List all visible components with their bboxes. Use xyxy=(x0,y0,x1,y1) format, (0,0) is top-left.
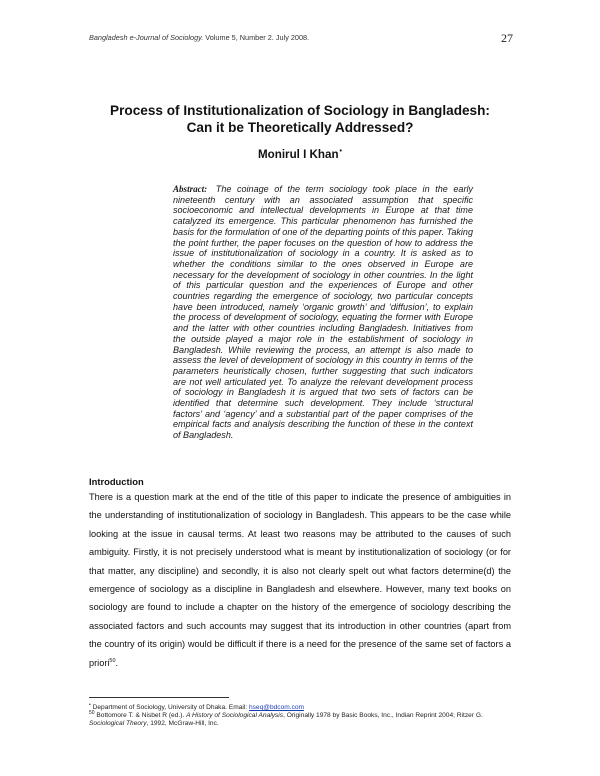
footnote-reference: 50 xyxy=(109,657,116,664)
title-line-2: Can it be Theoretically Addressed? xyxy=(186,120,414,135)
footnote-50-text-c: , 1992, McGraw-Hill, Inc. xyxy=(146,720,219,728)
author-byline xyxy=(0,148,600,161)
abstract-text: The coinage of the term sociology took place in the early nineteenth century with an associated assumption that specific socioeconomic and intellectual developments in Europe at that time catalyzed its emergence. This particular phenomenon has furnished the basis for the formulation of one of the departing points of this paper. Taking the point further, the paper focuses on the question of how to address the issue of institutionalization of sociology in a country. It is asked as to whether the conditions similar to the ones observed in Europe are necessary for the development of sociology in other countries. In the light of this particular question and the experiences of Europe and other countries regarding the emergence of sociology, two particular concepts have been introduced, namely ‘organic growth’ and ‘diffusion’, to explain the process of development of sociology, equating the former with Europe and the latter with other countries including Bangladesh. Initiatives from the outside played a major role in the establishment of sociology in Bangladesh. While reviewing the process, an attempt is also made to assess the level of development of sociology in this country in terms of the parameters heuristically chosen, further suggesting that such indicators are not well articulated yet. To analyze the relevant development process of sociology in Bangladesh it is argued that two sets of factors can be identified that determine such development. They include ‘structural factors’ and ‘agency’ and a substantial part of the paper comprises of the empirical facts and analysis describing the function of these in the context of Bangladesh. xyxy=(173,184,473,441)
author-name: Monirul I Khan xyxy=(258,148,339,161)
footnotes xyxy=(89,704,514,729)
abstract-label: Abstract: xyxy=(173,184,208,194)
issue-info: Volume 5, Number 2. July 2008. xyxy=(203,33,310,42)
footnote-50-title-2: Sociological Theory xyxy=(89,720,147,728)
author-footnote-mark: • xyxy=(339,148,342,155)
footnote-author xyxy=(89,704,514,712)
introduction-text: There is a question mark at the end of the title of this paper to indicate the presence of ambiguities in the understanding of institutionalization of sociology in Bangladesh. This appears to be the case while looking at the issue in causal terms. At least two reasons may be attributed to the causes of such ambiguity. Firstly, it is not precisely understood what is meant by institutionalization of sociology (or for that matter, any discipline) and secondly, it is also not clearly spelt out what factors determine(d) the emergence of sociology as a discipline in Bangladesh and elsewhere. However, many text books on sociology are found to include a chapter on the history of the emergence of sociology describing the associated factors and such accounts may suggest that its introduction in other countries (apart from the country of its origin) would be difficult if there is a need for the presence of the same set of factors a priori xyxy=(89,492,511,668)
footnote-50 xyxy=(89,712,514,728)
journal-name: Bangladesh e-Journal of Sociology. xyxy=(89,33,204,42)
author-email-link[interactable]: hseq@bdcom.com xyxy=(248,704,305,711)
footnote-divider xyxy=(89,697,229,698)
footnote-50-mark: 50 xyxy=(89,710,95,717)
introduction-paragraph xyxy=(89,488,511,672)
running-header xyxy=(89,33,309,42)
section-heading-introduction: Introduction xyxy=(89,476,144,487)
footnote-author-mark: • xyxy=(89,702,91,708)
introduction-end: . xyxy=(115,657,119,668)
abstract xyxy=(173,184,473,441)
footnote-author-text: Department of Sociology, University of Dhaka. Email: xyxy=(90,704,249,711)
footnote-50-text-a: Bottomore T. & Nisbet R (ed.). xyxy=(94,712,187,720)
page-number: 27 xyxy=(501,31,513,45)
footnote-50-text-b: , Originally 1978 by Basic Books, Inc., Indian Reprint 2004; Ritzer G. xyxy=(283,712,483,720)
footnote-50-title-1: A History of Sociological Analysis xyxy=(186,712,284,720)
article-title xyxy=(60,102,540,136)
title-line-1: Process of Institutionalization of Sociology in Bangladesh: xyxy=(110,103,490,118)
